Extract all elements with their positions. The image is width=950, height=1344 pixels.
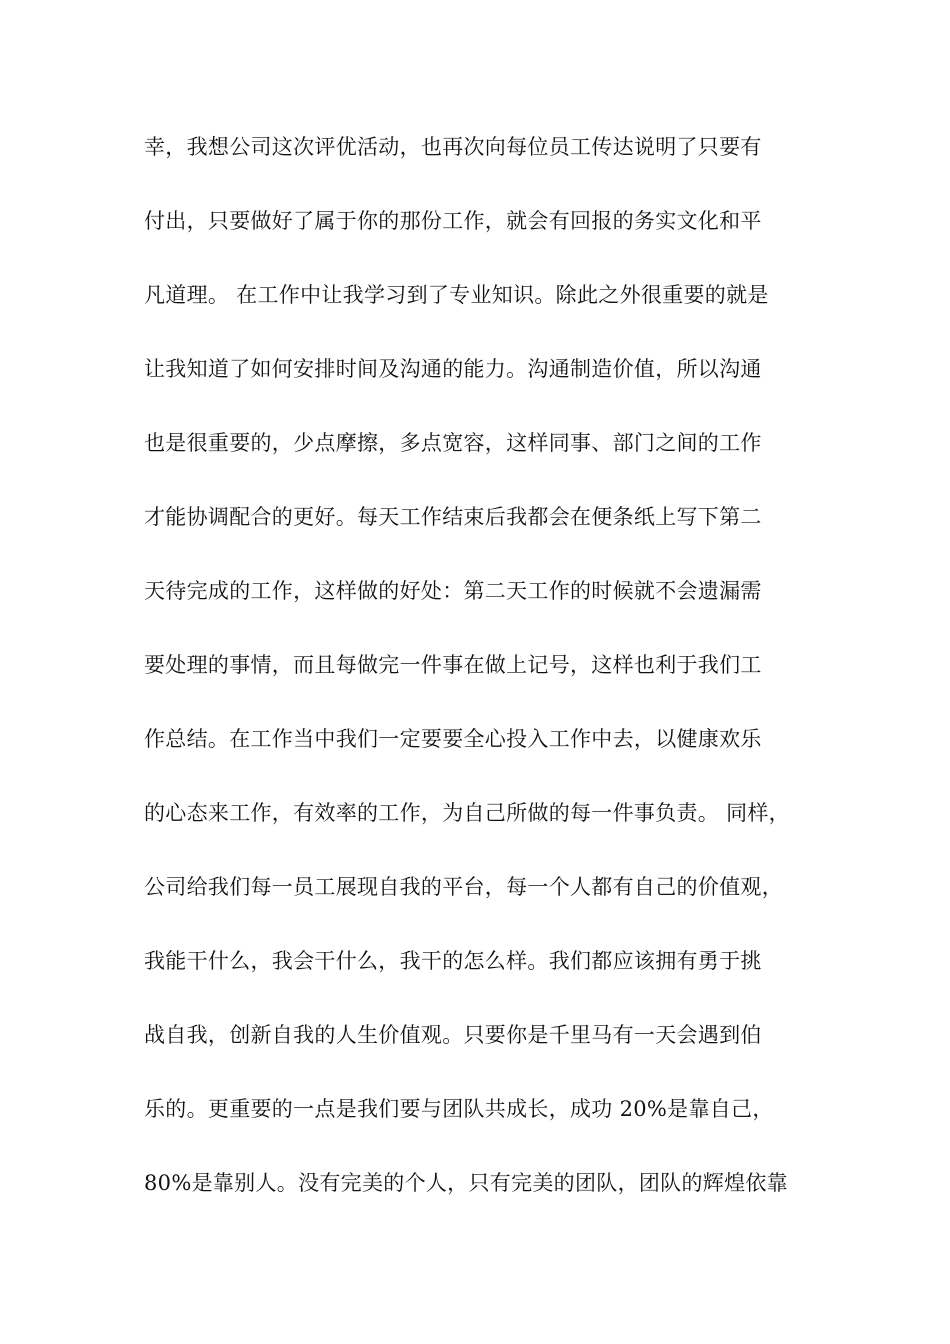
text-line: 公司给我们每一员工展现自我的平台，每一个人都有自己的价值观， [144,875,783,899]
text-line: 天待完成的工作，这样做的好处：第二天工作的时候就不会遗漏需 [144,579,762,603]
text-line: 要处理的事情，而且每做完一件事在做上记号，这样也利于我们工 [144,653,762,677]
text-line: 凡道理。 在工作中让我学习到了专业知识。除此之外很重要的就是 [144,283,769,307]
text-line: 80%是靠别人。没有完美的个人，只有完美的团队，团队的辉煌依靠 [144,1171,788,1195]
text-line: 乐的。更重要的一点是我们要与团队共成长，成功 20%是靠自己， [144,1097,774,1121]
text-line: 作总结。在工作当中我们一定要要全心投入工作中去，以健康欢乐 [144,727,762,751]
text-line: 也是很重要的，少点摩擦，多点宽容，这样同事、部门之间的工作 [144,431,762,455]
text-line: 我能干什么，我会干什么，我干的怎么样。我们都应该拥有勇于挑 [144,949,762,973]
text-line: 付出，只要做好了属于你的那份工作，就会有回报的务实文化和平 [144,209,762,233]
body-text [144,133,824,1243]
text-line: 幸，我想公司这次评优活动，也再次向每位员工传达说明了只要有 [144,135,762,159]
text-line: 的心态来工作，有效率的工作，为自己所做的每一件事负责。 同样， [144,801,790,825]
text-line: 战自我，创新自我的人生价值观。只要你是千里马有一天会遇到伯 [144,1023,762,1047]
text-line: 才能协调配合的更好。每天工作结束后我都会在便条纸上写下第二 [144,505,762,529]
text-line: 让我知道了如何安排时间及沟通的能力。沟通制造价值，所以沟通 [144,357,762,381]
